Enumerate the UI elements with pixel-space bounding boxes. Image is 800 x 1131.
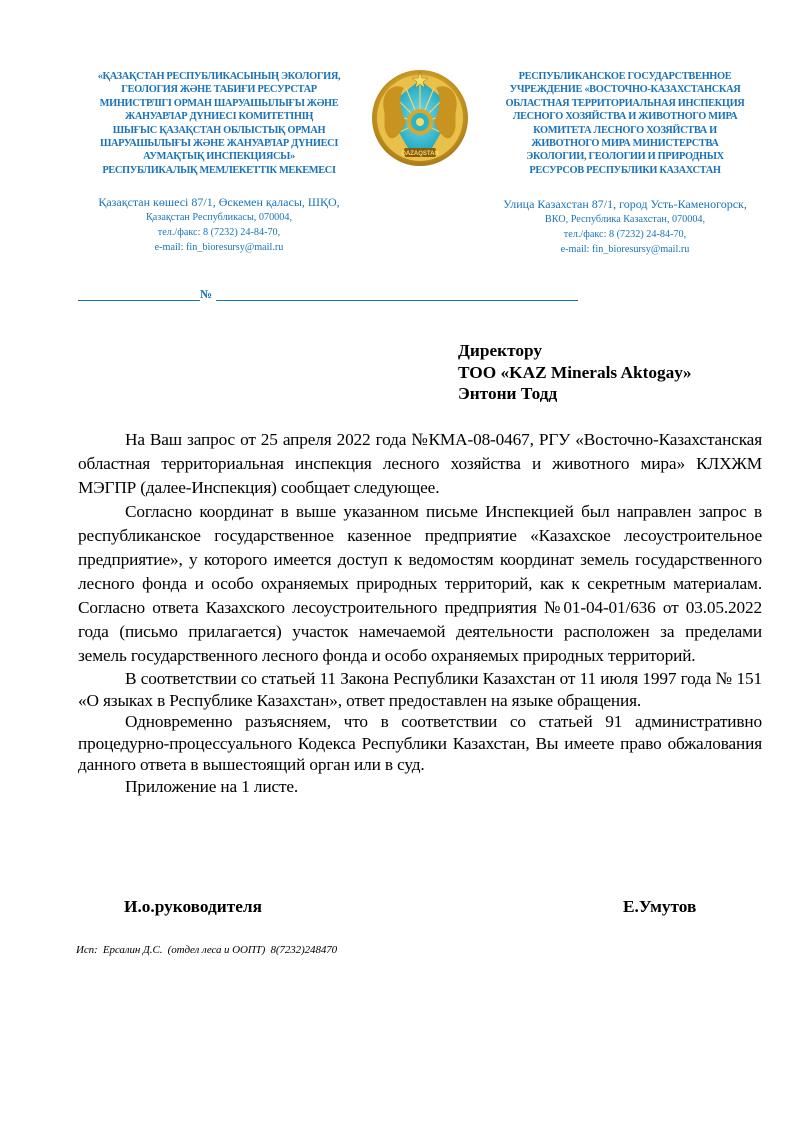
state-emblem-icon: [370, 66, 470, 170]
org-name-line: РЕСПУБЛИКАЛЫҚ МЕМЛЕКЕТТІК МЕКЕМЕСІ: [102, 164, 336, 176]
emblem-caption: QAZAQSTAN: [401, 151, 439, 157]
org-name-line: ГЕОЛОГИЯ ЖӘНЕ ТАБИҒИ РЕСУРСТАР: [121, 84, 317, 96]
org-name-line: РЕСПУБЛИКАНСКОЕ ГОСУДАРСТВЕННОЕ: [518, 71, 732, 82]
org-name-line: ЖИВОТНОГО МИРА МИНИСТЕРСТВА: [531, 138, 719, 150]
signatory-role: И.о.руководителя: [124, 897, 262, 916]
addressee-name: Энтони Тодд: [458, 384, 558, 403]
header-right-russian: [470, 70, 780, 257]
org-name-line: РЕСУРСОВ РЕСПУБЛИКИ КАЗАХСТАН: [529, 164, 721, 176]
address-line: Қазақстан көшесі 87/1, Өскемен қаласы, ШҚО,: [98, 195, 340, 210]
address-line: ВКО, Республика Казахстан, 070004,: [544, 214, 706, 226]
executor-info: Исп: Ерсалин Д.С. (отдел леса и ООПТ) 8(7232)248470: [76, 944, 338, 956]
org-name-line: АУМАҚТЫҚ ИНСПЕКЦИЯСЫ»: [143, 151, 295, 163]
addressee-company: ТОО «KAZ Minerals Aktogay»: [458, 362, 692, 382]
body-paragraph: В соответствии со статьей 11 Закона Республики Казахстан от 11 июля 1997 года № 151 «О языках в Республике Казахстан», ответ предоставлен на языке обращения.: [78, 669, 762, 710]
letter-body: [78, 428, 762, 797]
org-name-line: ОБЛАСТНАЯ ТЕРРИТОРИАЛЬНАЯ ИНСПЕКЦИЯ: [505, 97, 745, 109]
org-name-russian: [470, 70, 780, 177]
org-address-russian: [470, 197, 780, 257]
org-name-line: УЧРЕЖДЕНИЕ «ВОСТОЧНО-КАЗАХСТАНСКАЯ: [509, 84, 741, 96]
org-name-line: «ҚАЗАҚСТАН РЕСПУБЛИКАСЫНЫҢ ЭКОЛОГИЯ,: [97, 71, 341, 82]
org-name-line: ШЫҒЫС ҚАЗАҚСТАН ОБЛЫСТЫҚ ОРМАН: [112, 124, 326, 136]
email-line: e-mail: fin_bioresursy@mail.ru: [154, 242, 284, 254]
date-blank-line: [78, 300, 200, 301]
org-name-line: ЭКОЛОГИИ, ГЕОЛОГИИ И ПРИРОДНЫХ: [526, 151, 724, 163]
address-line: Қазақстан Республикасы, 070004,: [145, 212, 293, 224]
org-address-kazakh: [68, 195, 370, 255]
addressee-position: Директору: [458, 341, 543, 360]
org-name-line: МИНИСТРЛІГІ ОРМАН ШАРУАШЫЛЫҒЫ ЖӘНЕ: [99, 97, 339, 109]
number-sign: №: [200, 287, 213, 301]
org-name-line: ШАРУАШЫЛЫҒЫ ЖӘНЕ ЖАНУАРЛАР ДҮНИЕСІ: [99, 138, 339, 150]
org-name-line: ЛЕСНОГО ХОЗЯЙСТВА И ЖИВОТНОГО МИРА: [512, 111, 738, 123]
body-paragraph: Согласно координат в выше указанном письме Инспекцией был направлен запрос в республиканское государственное казенное предприятие «Казахское лесоустроительное предприятие», у которого имеется доступ к ведомостям координат земель государственного лесного фонда и особо охраняемых природных территорий, как к секретным материалам. Согласно ответа Казахского лесоустроительного предприятия №01-04-01/636 от 03.05.2022 года (письмо прилагается) участок намечаемой деятельности расположен за пределами земель государственного лесного фонда и особо охраняемых природных территорий.: [78, 502, 762, 665]
attachment-note: Приложение на 1 листе.: [125, 776, 299, 796]
address-line: Улица Казахстан 87/1, город Усть-Каменогорск,: [503, 197, 747, 212]
org-name-line: ЖАНУАРЛАР ДҮНИЕСІ КОМИТЕТІНІҢ: [124, 111, 313, 123]
addressee-block: [458, 340, 692, 405]
body-paragraph: На Ваш запрос от 25 апреля 2022 года №КМА-08-0467, РГУ «Восточно-Казахстанская областная территориальная инспекция лесного хозяйства и животного мира» КЛХЖМ МЭГПР (далее-Инспекция) сообщает следующее.: [78, 430, 762, 497]
header-left-kazakh: [68, 70, 370, 255]
number-blank-line: [216, 300, 578, 301]
phone-fax-line: тел./факс: 8 (7232) 24-84-70,: [157, 227, 281, 239]
signatory-name: Е.Умутов: [623, 897, 697, 916]
email-line: e-mail: fin_bioresursy@mail.ru: [560, 244, 690, 256]
org-name-kazakh: [68, 70, 370, 177]
registration-number-field: [78, 287, 578, 303]
body-paragraph: Одновременно разъясняем, что в соответствии со статьей 91 административно процедурно-процессуального Кодекса Республики Казахстан, Вы имеете право обжалования данного ответа в вышестоящий орган или в суд.: [78, 712, 762, 774]
org-name-line: КОМИТЕТА ЛЕСНОГО ХОЗЯЙСТВА И: [533, 124, 717, 136]
phone-fax-line: тел./факс: 8 (7232) 24-84-70,: [563, 229, 687, 241]
